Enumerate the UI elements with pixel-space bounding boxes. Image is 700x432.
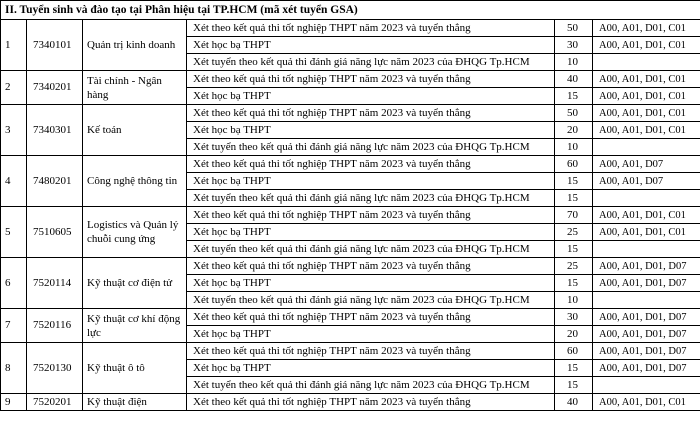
program-name: Logistics và Quản lý chuỗi cung ứng <box>83 207 187 258</box>
table-row <box>1 105 700 122</box>
program-code: 7520201 <box>27 394 83 411</box>
admission-method: Xét theo kết quả thi tốt nghiệp THPT năm 2023 và tuyển thẳng <box>187 309 555 326</box>
subject-combinations: A00, A01, D01, C01 <box>593 224 700 241</box>
admission-quota: 40 <box>555 71 593 88</box>
admission-quota: 20 <box>555 326 593 343</box>
admission-method: Xét tuyển theo kết quả thi đánh giá năng lực năm 2023 của ĐHQG Tp.HCM <box>187 241 555 258</box>
subject-combinations: A00, A01, D01, D07 <box>593 275 700 292</box>
admission-quota: 10 <box>555 292 593 309</box>
program-name: Kỹ thuật ô tô <box>83 343 187 394</box>
subject-combinations: A00, A01, D01, C01 <box>593 37 700 54</box>
admission-quota: 15 <box>555 360 593 377</box>
subject-combinations <box>593 241 700 258</box>
program-name: Kế toán <box>83 105 187 156</box>
admission-method: Xét theo kết quả thi tốt nghiệp THPT năm 2023 và tuyển thẳng <box>187 71 555 88</box>
program-stt: 8 <box>1 343 27 394</box>
section-title: II. Tuyển sinh và đào tạo tại Phân hiệu tại TP.HCM (mã xét tuyển GSA) <box>1 1 700 20</box>
admission-method: Xét theo kết quả thi tốt nghiệp THPT năm 2023 và tuyển thẳng <box>187 105 555 122</box>
admission-quota: 70 <box>555 207 593 224</box>
admission-quota: 25 <box>555 224 593 241</box>
admission-quota: 40 <box>555 394 593 411</box>
admission-quota: 15 <box>555 173 593 190</box>
admission-quota: 30 <box>555 309 593 326</box>
subject-combinations <box>593 139 700 156</box>
admission-method: Xét học bạ THPT <box>187 122 555 139</box>
program-stt: 5 <box>1 207 27 258</box>
program-code: 7520116 <box>27 309 83 343</box>
table-row <box>1 343 700 360</box>
program-name: Công nghệ thông tin <box>83 156 187 207</box>
program-code: 7520130 <box>27 343 83 394</box>
admission-quota: 30 <box>555 37 593 54</box>
subject-combinations: A00, A01, D01, D07 <box>593 309 700 326</box>
subject-combinations: A00, A01, D01, C01 <box>593 88 700 105</box>
program-code: 7520114 <box>27 258 83 309</box>
section-header-row <box>1 1 700 20</box>
program-name: Kỹ thuật cơ khí động lực <box>83 309 187 343</box>
admission-quota: 60 <box>555 343 593 360</box>
program-stt: 7 <box>1 309 27 343</box>
subject-combinations: A00, A01, D01, D07 <box>593 326 700 343</box>
admission-method: Xét theo kết quả thi tốt nghiệp THPT năm 2023 và tuyển thẳng <box>187 343 555 360</box>
admission-method: Xét tuyển theo kết quả thi đánh giá năng lực năm 2023 của ĐHQG Tp.HCM <box>187 377 555 394</box>
subject-combinations <box>593 377 700 394</box>
admission-quota: 20 <box>555 122 593 139</box>
subject-combinations: A00, A01, D01, D07 <box>593 360 700 377</box>
admission-method: Xét theo kết quả thi tốt nghiệp THPT năm 2023 và tuyển thẳng <box>187 207 555 224</box>
program-name: Tài chính - Ngân hàng <box>83 71 187 105</box>
table-row <box>1 309 700 326</box>
admission-quota: 25 <box>555 258 593 275</box>
program-stt: 3 <box>1 105 27 156</box>
program-stt: 2 <box>1 71 27 105</box>
admission-method: Xét học bạ THPT <box>187 37 555 54</box>
program-stt: 9 <box>1 394 27 411</box>
program-stt: 1 <box>1 20 27 71</box>
admission-method: Xét tuyển theo kết quả thi đánh giá năng lực năm 2023 của ĐHQG Tp.HCM <box>187 190 555 207</box>
subject-combinations: A00, A01, D01, D07 <box>593 258 700 275</box>
program-name: Quản trị kinh doanh <box>83 20 187 71</box>
subject-combinations <box>593 292 700 309</box>
table-row <box>1 71 700 88</box>
subject-combinations: A00, A01, D07 <box>593 156 700 173</box>
subject-combinations: A00, A01, D01, C01 <box>593 105 700 122</box>
admission-method: Xét tuyển theo kết quả thi đánh giá năng lực năm 2023 của ĐHQG Tp.HCM <box>187 139 555 156</box>
table-row <box>1 258 700 275</box>
program-code: 7510605 <box>27 207 83 258</box>
subject-combinations: A00, A01, D01, C01 <box>593 207 700 224</box>
admission-quota: 10 <box>555 54 593 71</box>
table-row <box>1 20 700 37</box>
admission-method: Xét học bạ THPT <box>187 326 555 343</box>
program-code: 7480201 <box>27 156 83 207</box>
program-stt: 6 <box>1 258 27 309</box>
admission-method: Xét theo kết quả thi tốt nghiệp THPT năm 2023 và tuyển thẳng <box>187 258 555 275</box>
admission-quota: 50 <box>555 105 593 122</box>
subject-combinations <box>593 190 700 207</box>
program-name: Kỹ thuật điện <box>83 394 187 411</box>
admission-method: Xét học bạ THPT <box>187 224 555 241</box>
subject-combinations <box>593 54 700 71</box>
admission-quota: 15 <box>555 377 593 394</box>
subject-combinations: A00, A01, D01, D07 <box>593 343 700 360</box>
admission-method: Xét theo kết quả thi tốt nghiệp THPT năm 2023 và tuyển thẳng <box>187 20 555 37</box>
table-row <box>1 394 700 411</box>
admission-method: Xét tuyển theo kết quả thi đánh giá năng lực năm 2023 của ĐHQG Tp.HCM <box>187 54 555 71</box>
subject-combinations: A00, A01, D01, C01 <box>593 394 700 411</box>
admission-quota: 15 <box>555 88 593 105</box>
subject-combinations: A00, A01, D01, C01 <box>593 71 700 88</box>
table-row <box>1 207 700 224</box>
admission-method: Xét tuyển theo kết quả thi đánh giá năng lực năm 2023 của ĐHQG Tp.HCM <box>187 292 555 309</box>
admission-method: Xét học bạ THPT <box>187 88 555 105</box>
program-code: 7340101 <box>27 20 83 71</box>
subject-combinations: A00, A01, D01, C01 <box>593 20 700 37</box>
program-code: 7340301 <box>27 105 83 156</box>
admission-quota: 15 <box>555 275 593 292</box>
admission-method: Xét theo kết quả thi tốt nghiệp THPT năm 2023 và tuyển thẳng <box>187 156 555 173</box>
subject-combinations: A00, A01, D01, C01 <box>593 122 700 139</box>
admission-method: Xét theo kết quả thi tốt nghiệp THPT năm 2023 và tuyển thẳng <box>187 394 555 411</box>
admission-quota: 15 <box>555 190 593 207</box>
admission-quota: 50 <box>555 20 593 37</box>
admission-quota: 10 <box>555 139 593 156</box>
admission-method: Xét học bạ THPT <box>187 275 555 292</box>
admission-quota: 15 <box>555 241 593 258</box>
table-row <box>1 156 700 173</box>
admission-method: Xét học bạ THPT <box>187 173 555 190</box>
admission-quota: 60 <box>555 156 593 173</box>
program-stt: 4 <box>1 156 27 207</box>
admission-method: Xét học bạ THPT <box>187 360 555 377</box>
program-name: Kỹ thuật cơ điện tử <box>83 258 187 309</box>
subject-combinations: A00, A01, D07 <box>593 173 700 190</box>
program-code: 7340201 <box>27 71 83 105</box>
